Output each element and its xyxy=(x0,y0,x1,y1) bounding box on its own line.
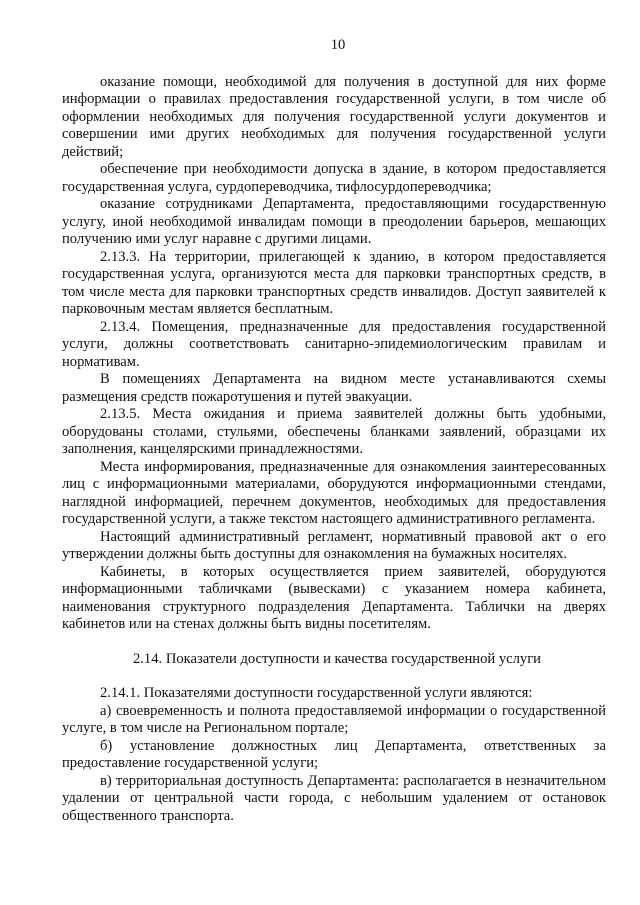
list-item-b: б) установление должностных лиц Департамента, ответственных за предоставление государственной услуги; xyxy=(62,737,606,771)
paragraph-2-14-1-indicators: 2.14.1. Показателями доступности государственной услуги являются: xyxy=(100,685,533,701)
body-text-after xyxy=(62,685,606,825)
paragraph-staff-assistance: оказание сотрудниками Департамента, предоставляющими государственную услугу, иной необходимой инвалидам помощи в преодолении барьеров, мешающих получению ими услуг наравне с другими лицами. xyxy=(62,196,606,247)
paragraph-regulation-availability: Настоящий административный регламент, нормативный правовой акт о его утверждении должны быть доступны для ознакомления на бумажных носителях. xyxy=(62,528,606,562)
list-item-c: в) территориальная доступность Департамента: располагается в незначительном удалении от центральной части города, с небольшим удалением от остановок общественного транспорта. xyxy=(62,772,606,824)
paragraph-evacuation-schemes: В помещениях Департамента на видном месте устанавливаются схемы размещения средств пожаротушения и путей эвакуации. xyxy=(62,371,606,405)
paragraph-2-13-4-premises: 2.13.4. Помещения, предназначенные для предоставления государственной услуги, должны соответствовать санитарно-эпидемиологическим правилам и нормативам. xyxy=(62,318,606,370)
paragraph-office-signs: Кабинеты, в которых осуществляется прием заявителей, оборудуются информационными табличками (вывесками) с указанием номера кабинета, наименования структурного подразделения Департамента. Таблички на дверях кабинетов или на стенах должны быть видны посетителям. xyxy=(62,563,606,632)
page-number: 10 xyxy=(330,37,346,53)
section-heading-2-14: 2.14. Показатели доступности и качества государственной услуги xyxy=(132,650,541,667)
paragraph-information-areas: Места информирования, предназначенные для ознакомления заинтересованных лиц с информационными материалами, оборудуются информационными стендами, наглядной информацией, перечнем документов, необходимых для предоставления государственной услуги, а также текстом настоящего административного регламента. xyxy=(62,458,606,527)
list-item-a: а) своевременность и полнота предоставляемой информации о государственной услуге, в том числе на Региональном портале; xyxy=(62,702,606,736)
paragraph-2-13-5-waiting-areas: 2.13.5. Места ожидания и приема заявителей должны быть удобными, оборудованы столами, стульями, обеспечены бланками заявлений, образцами их заполнения, канцелярскими принадлежностями. xyxy=(62,406,606,457)
paragraph-2-13-3-parking: 2.13.3. На территории, прилегающей к зданию, в котором предоставляется государственная услуга, организуются места для парковки транспортных средств, в том числе места для парковки транспортных средств инвалидов. Доступ заявителей к парковочным местам является бесплатным. xyxy=(62,248,606,317)
body-text-before xyxy=(62,74,606,634)
paragraph-assistance-info: оказание помощи, необходимой для получения в доступной для них форме информации о правилах предоставления государственной услуги, в том числе об оформлении необходимых для получения государственной услуги документов и совершении ими других необходимых для получения государственной услуги действий; xyxy=(62,73,606,160)
paragraph-sign-interpreter: обеспечение при необходимости допуска в здание, в котором предоставляется государственная услуга, сурдопереводчика, тифлосурдопереводчика; xyxy=(62,161,606,195)
